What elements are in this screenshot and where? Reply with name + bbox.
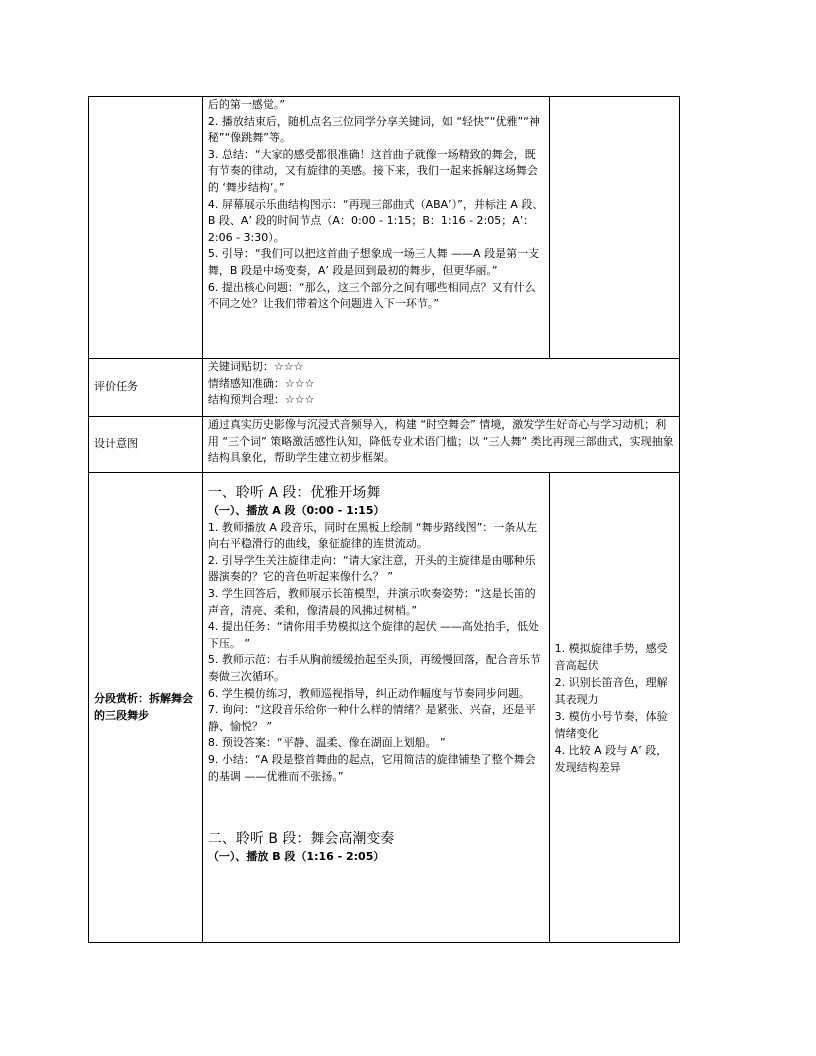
empty-cell: [89, 97, 203, 359]
spacer: [208, 785, 544, 829]
goal-item: 3. 模仿小号节奏，体验情绪变化: [554, 709, 668, 740]
process-line: 5. 引导：“我们可以把这首曲子想象成一场三人舞 ——A 段是第一支舞，B 段是中场变奏，A’ 段是回到最初的舞步，但更华丽。”: [207, 247, 540, 277]
segment-label: 分段赏析：拆解舞会的三段舞步: [89, 473, 203, 943]
goal-item: 4. 比较 A 段与 A’ 段，发现结构差异: [554, 743, 668, 774]
section-a-line: 4. 提出任务：“请你用手势模拟这个旋律的起伏 ——高处抬手，低处下压。 ”: [207, 620, 540, 650]
section-a-line: 7. 询问：“这段音乐给你一种什么样的情绪？是紧张、兴奋，还是平静、愉悦？ ”: [207, 703, 536, 733]
section-a-line: 6. 学生模仿练习，教师巡视指导，纠正动作幅度与节奏同步问题。: [207, 686, 530, 700]
process-line: 2. 播放结束后，随机点名三位同学分享关键词，如 “轻快”“优雅”“神秘”“像跳舞”等。: [207, 114, 540, 145]
empty-cell: [549, 97, 679, 359]
process-line: 后的第一感觉。”: [207, 98, 286, 111]
goals-cell: [549, 473, 679, 943]
design-text: 通过真实历史影像与沉浸式音频导入，构建 “时空舞会” 情境，激发学生好奇心与学习动机；利用 “三个词” 策略激活感性认知，降低专业术语门槛；以 “三人舞” 类比再现三部曲式，实现抽象结构具象化，帮助学生建立初步框架。: [202, 417, 679, 473]
section-a-line: 8. 预设答案：“平静、温柔、像在湖面上划船。 ”: [207, 736, 446, 750]
section-b-title: 二、聆听 B 段：舞会高潮变奏: [207, 831, 395, 848]
table-row: [89, 97, 680, 359]
section-a-line: 5. 教师示范：右手从胸前缓缓抬起至头顶，再缓慢回落，配合音乐节奏做三次循环。: [207, 653, 541, 683]
process-line: 4. 屏幕展示乐曲结构图示：“再现三部曲式（ABA’）”，并标注 A 段、B 段、A’ 段的时间节点（A：0:00 - 1:15；B：1:16 - 2:05；A’：2:06 - 3:30）。: [207, 197, 544, 244]
design-label: 设计意图: [89, 417, 203, 473]
process-cell: [202, 97, 549, 359]
table-row: [89, 473, 680, 943]
table-row: [89, 359, 680, 417]
goal-item: 2. 识别长笛音色，理解其表现力: [554, 675, 668, 706]
goal-item: 1. 模拟旋律手势，感受音高起伏: [554, 641, 668, 672]
evaluation-item: 情绪感知准确：☆☆☆: [207, 376, 315, 390]
process-line: 3. 总结：“大家的感受都很准确！这首曲子就像一场精致的舞会，既有节奏的律动，又有旋律的美感。接下来，我们一起来拆解这场舞会的 ‘舞步结构’。”: [207, 147, 538, 194]
evaluation-cell: [202, 359, 679, 417]
lesson-plan-table: [88, 96, 680, 943]
section-a-subtitle: （一）、播放 A 段（0:00 - 1:15）: [207, 504, 385, 517]
table-row: [89, 417, 680, 473]
section-a-line: 2. 引导学生关注旋律走向：“请大家注意，开头的主旋律是由哪种乐器演奏的？它的音色听起来像什么？ ”: [207, 553, 536, 584]
process-line: 6. 提出核心问题：“那么，这三个部分之间有哪些相同点？又有什么不同之处？让我们带着这个问题进入下一环节。”: [207, 280, 536, 311]
section-a-title: 一、聆听 A 段：优雅开场舞: [207, 485, 381, 501]
segment-cell: [202, 473, 549, 943]
section-a-line: 9. 小结：“A 段是整首舞曲的起点，它用简洁的旋律铺垫了整个舞会的基调 ——优雅而不张扬。”: [207, 752, 536, 783]
evaluation-item: 关键词贴切：☆☆☆: [207, 360, 304, 373]
evaluation-item: 结构预判合理：☆☆☆: [207, 393, 315, 407]
section-b-subtitle: （一）、播放 B 段（1:16 - 2:05）: [207, 850, 385, 864]
evaluation-label: 评价任务: [89, 359, 203, 417]
section-a-line: 3. 学生回答后，教师展示长笛模型，并演示吹奏姿势：“这是长笛的声音，清亮、柔和，像清晨的风拂过树梢。”: [207, 586, 536, 617]
section-a-line: 1. 教师播放 A 段音乐，同时在黑板上绘制 “舞步路线图”：一条从左向右平稳滑行的曲线，象征旋律的连贯流动。: [207, 520, 538, 551]
